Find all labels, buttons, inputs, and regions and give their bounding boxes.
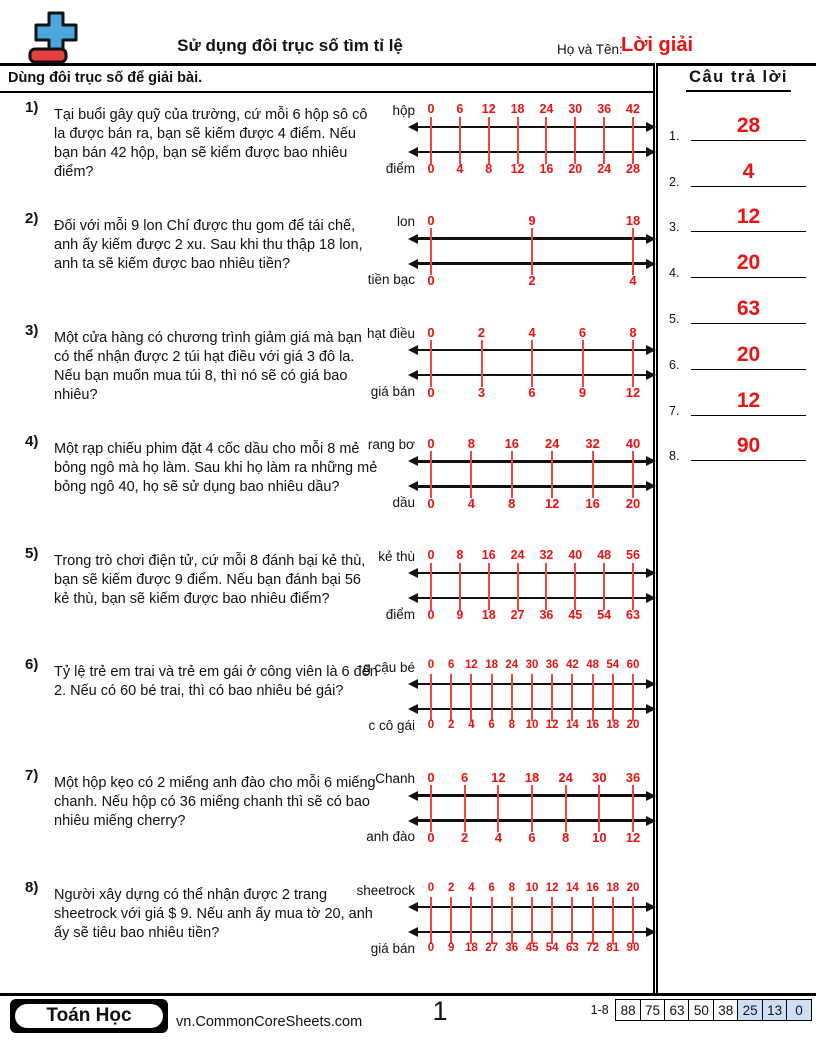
problem-text: Một rạp chiếu phim đặt 4 cốc dầu cho mỗi 8 mẻ bỏng ngô mà họ làm. Sau khi họ làm ra những mẻ bỏng ngô 40, họ sẽ sử dụng bao nhiêu dầu? [54,441,378,496]
answer-row [661,329,816,375]
tick-mark [592,674,594,721]
tick-value-top: 40 [625,436,641,452]
tick-value-bottom: 18 [481,607,496,622]
tick-mark [632,674,634,721]
tick-mark [551,897,553,944]
tick-mark [459,117,461,164]
tick-zone [427,658,640,736]
problem-number: 6) [25,655,39,673]
tick-mark [517,563,519,610]
tick-value-top: 0 [427,658,435,671]
tick-value-bottom: 6 [528,384,536,400]
tick-value-bottom: 27 [485,941,498,954]
tick-value-bottom: 18 [606,718,620,731]
answer-row [661,375,816,421]
double-number-line [366,324,651,402]
tick-value-top: 18 [485,658,498,671]
answer-value: 4 [742,159,755,183]
tick-value-bottom: 9 [447,941,455,954]
tick-value-top: 24 [510,547,525,562]
tick-value-bottom: 10 [592,830,607,846]
problem [20,765,654,876]
tick-value-bottom: 12 [625,830,641,846]
answer-line [691,460,806,461]
tick-mark [632,451,634,498]
tick-zone [427,102,640,179]
answer-value: 28 [736,113,761,137]
problem-text: Một cửa hàng có chương trình giảm giá mà bạn có thể nhận được 2 túi hạt điều với giá 3 đô la. Nếu bạn muốn mua túi 8, thì nó sẽ có giá bao nhiêu? [54,329,362,403]
answer-row [661,237,816,283]
bottom-axis-label: điểm [385,606,415,622]
answer-line [691,140,806,141]
tick-mark [603,117,605,164]
bottom-axis-label: điểm [385,161,415,176]
answer-number: 6. [669,357,680,372]
tick-mark [598,785,600,832]
instruction-text: Dùng đôi trục số để giải bài. [8,70,203,86]
tick-value-bottom: 0 [427,384,435,400]
tick-value-top: 18 [606,881,620,894]
tick-mark [632,897,634,944]
tick-mark [470,897,472,944]
tick-value-top: 56 [626,547,640,562]
tick-mark [574,117,576,164]
bottom-axis-label: c cô gái [368,717,415,733]
tick-value-top: 2 [447,881,455,894]
tick-value-top: 14 [565,881,579,894]
score-range-label: 1-8 [590,1003,609,1017]
tick-value-bottom: 45 [525,941,539,954]
bottom-axis-label: dầu [392,495,415,511]
tick-value-top: 6 [456,102,464,116]
tick-value-top: 6 [488,881,495,894]
tick-value-top: 24 [544,436,560,452]
tick-value-bottom: 12 [545,718,559,731]
tick-mark [517,117,519,164]
problem-text: Tại buổi gây quỹ của trường, cứ mỗi 6 hộp sô cô la được bán ra, bạn sẽ kiếm được 4 điểm. Nếu bạn bán 42 hộp, bạn sẽ kiếm được bao nhiêu điểm? [54,107,368,180]
tick-mark [488,117,490,164]
score-strip [591,999,812,1021]
problem-text: Đối với mỗi 9 lon Chí được thu gom để tái chế, anh ấy kiếm được 2 xu. Sau khi thu thập 18 lon, anh ta sẽ kiếm được bao nhiêu tiền? [54,218,363,273]
tick-value-top: 18 [524,770,540,786]
score-cell: 50 [688,999,714,1021]
tick-mark [491,897,493,944]
tick-value-bottom: 8 [508,718,515,731]
tick-value-bottom: 0 [427,496,435,512]
answer-value: 90 [736,434,761,458]
answers-panel [661,68,816,466]
answers-list [661,100,816,466]
header-rule [0,63,816,66]
tick-mark [574,563,576,610]
tick-value-top: 18 [510,102,525,116]
tick-value-top: 30 [525,658,539,671]
problem-number: 4) [25,433,39,451]
answer-line [691,186,806,187]
tick-value-top: 36 [625,770,641,786]
tick-value-top: 30 [592,770,607,786]
tick-value-top: 0 [427,436,435,452]
tick-zone [427,324,641,402]
problem [20,543,654,654]
problem-number: 1) [25,99,39,116]
tick-value-bottom: 0 [427,718,435,731]
tick-value-top: 4 [528,324,536,340]
tick-value-bottom: 2 [528,273,536,289]
top-axis-label: kẻ thù [378,548,415,564]
tick-mark [592,897,594,944]
tick-mark [430,451,432,498]
tick-value-top: 60 [626,658,640,671]
tick-value-top: 0 [427,324,435,340]
tick-mark [545,563,547,610]
tick-value-bottom: 63 [626,607,640,622]
tick-mark [430,228,432,275]
tick-mark [531,340,533,387]
answer-number: 5. [669,311,680,326]
tick-value-bottom: 12 [625,384,641,400]
tick-value-top: 12 [481,102,496,116]
double-number-line [356,881,651,959]
tick-value-bottom: 0 [427,941,435,954]
answer-value: 20 [736,251,761,275]
tick-value-bottom: 0 [427,830,435,846]
tick-value-bottom: 2 [447,718,455,731]
problem [20,208,654,319]
answer-row [661,192,816,238]
tick-value-top: 2 [477,324,486,340]
tick-value-bottom: 4 [468,718,475,731]
subject-badge [10,999,168,1033]
page-title: Sử dụng đôi trục số tìm tỉ lệ [177,36,403,55]
answer-line [691,323,806,324]
score-cell: 75 [640,999,666,1021]
tick-mark [464,785,466,832]
tick-value-top: 8 [467,436,476,452]
tick-value-top: 30 [568,102,583,116]
tick-value-bottom: 81 [606,941,620,954]
tick-value-bottom: 24 [597,162,612,176]
bottom-axis-label: giá bán [370,383,415,399]
tick-mark [612,674,614,721]
tick-value-top: 48 [586,658,599,671]
tick-value-top: 36 [597,102,612,116]
tick-mark [430,897,432,944]
answer-line [691,415,806,416]
answer-row [661,146,816,192]
tick-zone [427,213,641,290]
answer-line [691,369,806,370]
tick-value-bottom: 4 [456,162,464,176]
tick-value-bottom: 27 [510,607,525,622]
tick-value-top: 4 [468,881,475,894]
tick-mark [603,563,605,610]
tick-mark [511,897,513,944]
tick-value-top: 42 [565,658,579,671]
tick-value-top: 6 [447,658,455,671]
double-number-line [378,547,651,625]
tick-value-bottom: 18 [464,941,478,954]
tick-value-bottom: 28 [626,162,640,176]
top-axis-label: hạt điều [366,325,415,341]
tick-value-top: 0 [427,547,435,562]
tick-value-top: 6 [461,770,469,786]
answer-value: 63 [736,296,761,320]
tick-value-top: 48 [597,547,612,562]
top-axis-label: sheetrock [356,882,415,898]
page-number: 1 [432,996,448,1026]
tick-mark [612,897,614,944]
tick-value-top: 54 [606,658,620,671]
tick-value-bottom: 45 [568,607,583,622]
tick-mark [592,451,594,498]
top-axis-label: Chanh [375,771,415,787]
bottom-axis-label: giá bán [370,940,415,956]
score-cell: 88 [615,999,641,1021]
instruction-rule [0,91,656,93]
score-cell: 13 [762,999,788,1021]
tick-mark [551,451,553,498]
tick-value-top: 16 [504,436,520,452]
double-number-line [367,213,651,290]
name-label: Họ và Tên: [557,42,623,57]
tick-value-bottom: 4 [629,273,637,289]
double-number-line [363,658,651,736]
tick-value-top: 32 [539,547,554,562]
problem-number: 7) [25,767,39,785]
tick-value-bottom: 10 [525,718,539,731]
tick-mark [511,674,513,721]
tick-zone [427,436,641,513]
answer-value: 20 [736,342,761,366]
tick-value-top: 6 [578,324,587,340]
tick-mark [531,674,533,721]
tick-value-bottom: 12 [510,162,525,176]
score-cell: 0 [786,999,812,1021]
tick-mark [632,785,634,832]
answer-number: 3. [669,220,680,235]
tick-mark [531,785,533,832]
tick-value-top: 0 [427,102,435,116]
problem [20,654,654,765]
answer-row [661,283,816,329]
tick-value-top: 9 [528,213,536,229]
tick-value-bottom: 20 [625,496,641,512]
tick-value-top: 8 [456,547,464,562]
tick-mark [470,451,472,498]
tick-mark [632,563,634,610]
double-number-line [385,102,651,179]
tick-value-bottom: 3 [477,384,486,400]
tick-zone [427,547,640,625]
answer-row [661,100,816,146]
tick-value-bottom: 20 [626,718,640,731]
site-url: vn.CommonCoreSheets.com [176,1014,363,1030]
answer-value: 12 [736,205,761,229]
tick-value-bottom: 9 [456,607,464,622]
problem-number: 3) [25,321,39,339]
answer-number: 7. [669,403,680,418]
score-cell: 38 [713,999,739,1021]
tick-mark [430,785,432,832]
score-cell: 25 [737,999,763,1021]
score-cell: 63 [664,999,690,1021]
tick-value-bottom: 4 [494,830,502,846]
tick-value-bottom: 16 [586,718,599,731]
tick-mark [430,563,432,610]
tick-value-top: 12 [464,658,478,671]
top-axis-label: lon [396,214,415,230]
answer-number: 4. [669,266,680,281]
tick-mark [565,785,567,832]
problem [20,877,654,988]
tick-value-top: 36 [545,658,559,671]
name-value: Lời giải [621,34,694,56]
tick-mark [470,674,472,721]
tick-mark [511,451,513,498]
tick-value-bottom: 72 [586,941,599,954]
tick-value-bottom: 0 [427,273,435,289]
problem-number: 8) [25,878,39,896]
tick-value-bottom: 14 [565,718,579,731]
tick-value-top: 16 [481,547,496,562]
problem-number: 2) [25,210,39,228]
problem-text: Tỷ lệ trẻ em trai và trẻ em gái ở công viên là 6 đến 2. Nếu có 60 bé trai, thì có bao nhiêu bé gái? [54,663,378,699]
tick-mark [450,674,452,721]
double-number-line [366,770,651,847]
tick-value-bottom: 54 [545,941,559,954]
tick-value-top: 18 [625,213,641,229]
tick-value-bottom: 8 [562,830,570,846]
tick-value-bottom: 9 [578,384,587,400]
tick-value-top: 24 [505,658,519,671]
tick-value-top: 12 [491,770,506,786]
tick-mark [481,340,483,387]
tick-mark [430,117,432,164]
tick-value-bottom: 54 [597,607,612,622]
tick-mark [531,897,533,944]
tick-value-top: 16 [586,881,599,894]
tick-value-bottom: 6 [528,830,536,846]
tick-mark [488,563,490,610]
tick-value-top: 8 [629,324,637,340]
answer-line [691,277,806,278]
tick-value-bottom: 2 [461,830,469,846]
bottom-axis-label: tiền bạc [367,272,415,288]
tick-mark [459,563,461,610]
tick-zone [427,881,640,959]
subject-badge-label: Toán Học [13,1002,165,1030]
tick-value-top: 40 [568,547,583,562]
tick-value-bottom: 12 [544,496,560,512]
tick-mark [632,228,634,275]
tick-value-bottom: 4 [467,496,476,512]
double-number-line [367,436,651,513]
problem-number: 5) [25,544,39,562]
answer-line [691,231,806,232]
tick-value-top: 0 [427,881,435,894]
tick-mark [632,117,634,164]
answer-number: 8. [669,449,680,464]
tick-value-bottom: 6 [488,718,495,731]
answer-number: 2. [669,174,680,189]
tick-mark [571,674,573,721]
tick-value-bottom: 0 [427,162,435,176]
tick-zone [427,770,641,847]
bottom-axis-label: anh đào [366,829,415,845]
tick-value-bottom: 36 [539,607,554,622]
tick-mark [430,340,432,387]
tick-value-bottom: 36 [505,941,519,954]
plus-logo-icon [24,10,90,71]
tick-mark [450,897,452,944]
tick-value-bottom: 16 [585,496,600,512]
answer-value: 12 [736,388,761,412]
tick-value-top: 10 [525,881,539,894]
tick-value-bottom: 16 [539,162,554,176]
tick-value-top: 24 [539,102,554,116]
tick-mark [430,674,432,721]
tick-value-top: 8 [508,881,515,894]
top-axis-label: g cậu bé [363,659,415,675]
answers-title: Câu trả lời [661,68,816,92]
tick-value-bottom: 0 [427,607,435,622]
tick-value-top: 24 [558,770,573,786]
tick-value-bottom: 90 [626,941,640,954]
tick-value-bottom: 63 [565,941,579,954]
problem-text: Người xây dựng có thể nhận được 2 trang sheetrock với giá $ 9. Nếu anh ấy mua tờ 20, anh ấy sẽ tiêu bao nhiêu tiền? [54,886,373,941]
tick-value-bottom: 8 [485,162,493,176]
tick-mark [632,340,634,387]
tick-value-top: 0 [427,213,435,229]
tick-mark [545,117,547,164]
tick-value-top: 32 [585,436,600,452]
top-axis-label: hộp [392,103,415,118]
tick-mark [571,897,573,944]
tick-value-top: 12 [545,881,559,894]
tick-mark [551,674,553,721]
problem-text: Trong trò chơi điện tử, cứ mỗi 8 đánh bại kẻ thù, bạn sẽ kiếm được 9 điểm. Nếu bạn đánh bại 56 kẻ thù, bạn sẽ kiếm được bao nhiêu điểm? [54,552,366,607]
tick-mark [497,785,499,832]
problem-text: Một hộp kẹo có 2 miếng anh đào cho mỗi 6 miếng chanh. Nếu hộp có 36 miếng chanh thì sẽ có bao nhiêu miếng cherry? [54,775,376,830]
tick-value-top: 20 [626,881,640,894]
answer-row [661,421,816,467]
tick-mark [582,340,584,387]
tick-value-top: 0 [427,770,435,786]
tick-value-bottom: 8 [508,496,516,512]
top-axis-label: rang bơ [367,437,415,453]
tick-mark [531,228,533,275]
problem [20,320,654,431]
problem [20,97,654,208]
problems-column [20,97,654,988]
problem [20,431,654,542]
tick-value-top: 42 [626,102,640,116]
tick-value-bottom: 20 [568,162,583,176]
tick-mark [491,674,493,721]
answer-number: 1. [669,128,680,143]
